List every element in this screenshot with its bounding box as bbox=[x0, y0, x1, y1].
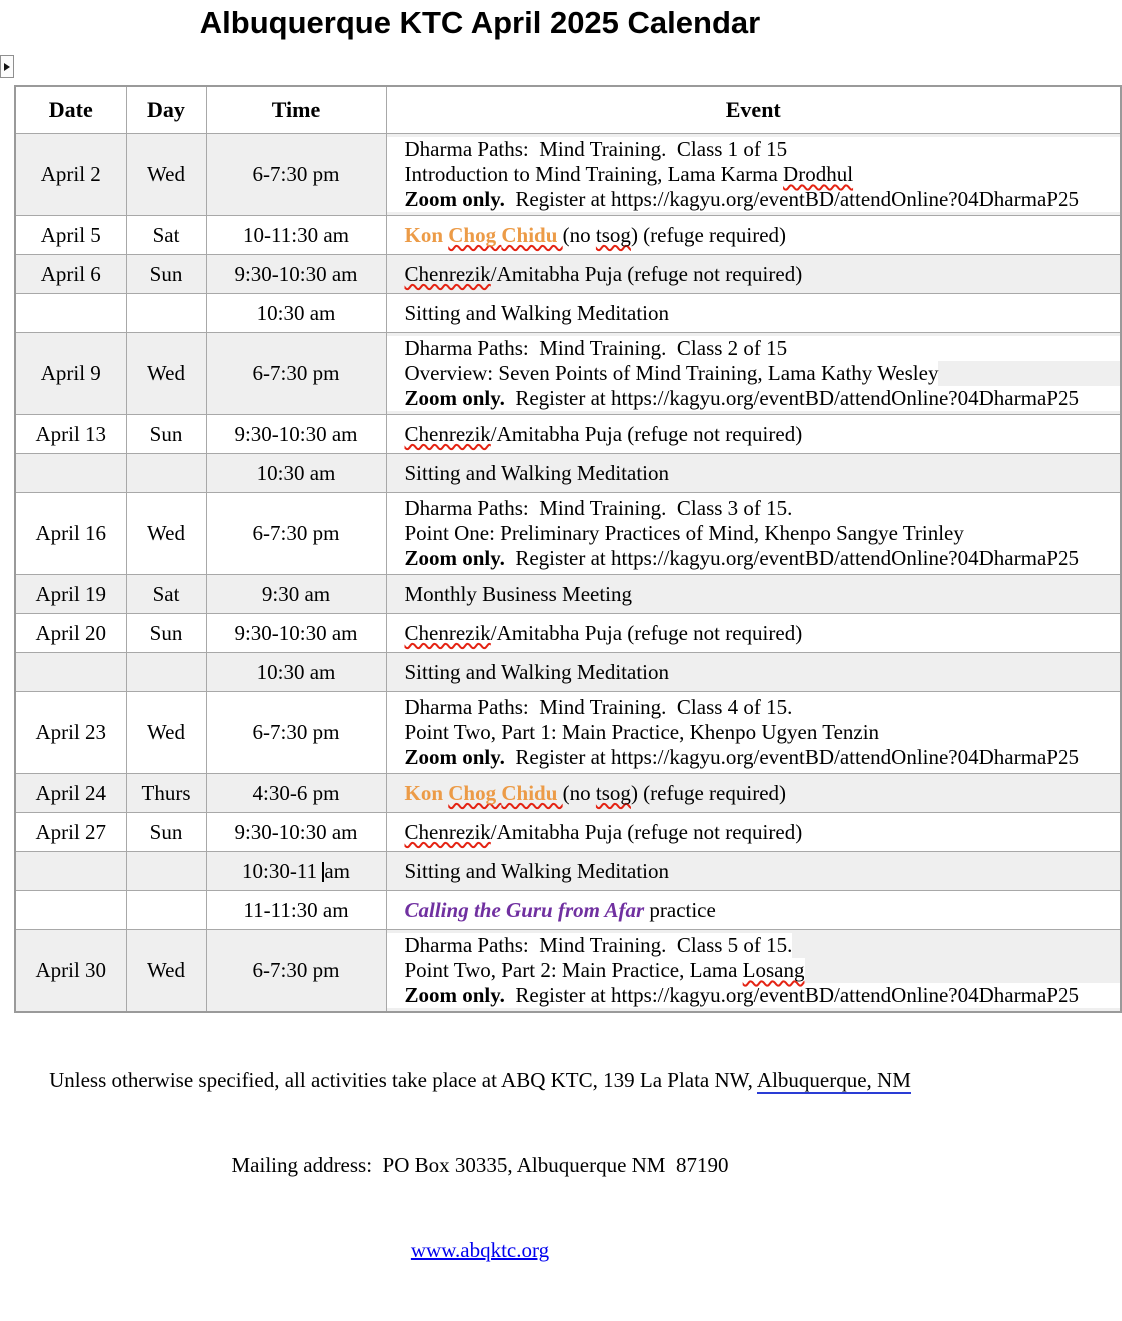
calendar-row bbox=[15, 216, 1121, 255]
date-cell: April 5 bbox=[15, 216, 126, 255]
text-run: Dharma Paths: Mind Training. Class 3 of 15. bbox=[404, 496, 793, 520]
location-note bbox=[0, 1066, 960, 1094]
website-link[interactable]: www.abqktc.org bbox=[410, 1238, 550, 1262]
text-run: practice bbox=[644, 897, 716, 922]
event-line bbox=[387, 621, 1121, 646]
event-line bbox=[387, 386, 1121, 411]
text-run: Sitting and Walking Meditation bbox=[404, 460, 669, 485]
event-cell bbox=[386, 852, 1121, 891]
text-cursor bbox=[322, 862, 324, 882]
event-line bbox=[387, 361, 1121, 386]
day-cell: Sun bbox=[126, 415, 206, 454]
event-line bbox=[387, 720, 1121, 745]
day-cell: Sun bbox=[126, 255, 206, 294]
text-run: Register at https://kagyu.org/eventBD/attendOnline?04DharmaP25 bbox=[504, 983, 1079, 1007]
date-cell: April 6 bbox=[15, 255, 126, 294]
date-cell: April 30 bbox=[15, 930, 126, 1013]
text-run: Register at https://kagyu.org/eventBD/attendOnline?04DharmaP25 bbox=[504, 546, 1079, 570]
date-cell: April 19 bbox=[15, 575, 126, 614]
event-cell bbox=[386, 216, 1121, 255]
text-run: Point One: Preliminary Practices of Mind, Khenpo Sangye Trinley bbox=[404, 521, 964, 545]
event-cell bbox=[386, 493, 1121, 575]
mailing-address: Mailing address: PO Box 30335, Albuquerque NM 87190 bbox=[231, 1153, 729, 1177]
date-cell bbox=[15, 454, 126, 493]
calendar-row bbox=[15, 415, 1121, 454]
event-line bbox=[387, 898, 1121, 923]
event-cell bbox=[386, 575, 1121, 614]
event-line bbox=[387, 660, 1121, 685]
event-line bbox=[387, 820, 1121, 845]
text-run: Dharma Paths: Mind Training. Class 5 of 15. bbox=[404, 933, 793, 957]
event-line bbox=[387, 745, 1121, 770]
text-run: Point Two, Part 2: Main Practice, Lama bbox=[404, 958, 743, 982]
styled-text-run: Chidu bbox=[501, 780, 563, 805]
date-cell: April 20 bbox=[15, 614, 126, 653]
text-run: Introduction to Mind Training, Lama Karma bbox=[404, 162, 784, 186]
event-line bbox=[387, 336, 1121, 361]
day-cell: Wed bbox=[126, 930, 206, 1013]
calendar-row bbox=[15, 692, 1121, 774]
text-run: ) (refuge required) bbox=[630, 222, 787, 247]
text-run: Dharma Paths: Mind Training. Class 1 of 15 bbox=[404, 137, 788, 161]
day-cell: Sat bbox=[126, 575, 206, 614]
text-run: Register at https://kagyu.org/eventBD/attendOnline?04DharmaP25 bbox=[504, 745, 1079, 769]
date-cell: April 24 bbox=[15, 774, 126, 813]
event-line bbox=[387, 422, 1121, 447]
text-run: Point Two, Part 1: Main Practice, Khenpo Ugyen Tenzin bbox=[404, 720, 880, 744]
location-note-text: Unless otherwise specified, all activities take place at ABQ KTC, 139 La Plata NW, bbox=[49, 1068, 757, 1092]
day-cell bbox=[126, 294, 206, 333]
text-run: /Amitabha Puja (refuge not required) bbox=[490, 421, 803, 446]
event-line bbox=[387, 933, 1121, 958]
date-cell bbox=[15, 852, 126, 891]
time-cell: 6-7:30 pm bbox=[206, 930, 386, 1013]
event-cell bbox=[386, 454, 1121, 493]
day-cell bbox=[126, 454, 206, 493]
day-cell bbox=[126, 891, 206, 930]
event-line bbox=[387, 695, 1121, 720]
date-cell: April 16 bbox=[15, 493, 126, 575]
event-cell bbox=[386, 134, 1121, 216]
calendar-row bbox=[15, 614, 1121, 653]
styled-text-run: Chenrezik bbox=[404, 819, 491, 844]
event-line bbox=[387, 162, 1121, 187]
time-cell: 9:30-10:30 am bbox=[206, 415, 386, 454]
time-cell: 9:30-10:30 am bbox=[206, 614, 386, 653]
time-cell: 10:30 am bbox=[206, 653, 386, 692]
styled-text-run: Zoom only. bbox=[404, 745, 505, 769]
highlighted-text bbox=[387, 361, 939, 386]
styled-text-run: Chidu bbox=[501, 222, 563, 247]
text-run: Sitting and Walking Meditation bbox=[404, 300, 669, 325]
column-header-day: Day bbox=[126, 86, 206, 134]
event-cell bbox=[386, 891, 1121, 930]
event-line bbox=[387, 301, 1121, 326]
date-cell: April 27 bbox=[15, 813, 126, 852]
event-line bbox=[387, 781, 1121, 806]
styled-text-run: Chenrezik bbox=[404, 620, 491, 645]
text-run: /Amitabha Puja (refuge not required) bbox=[490, 620, 803, 645]
text-run: (no bbox=[562, 222, 596, 247]
event-line bbox=[387, 187, 1121, 212]
time-cell: 9:30-10:30 am bbox=[206, 255, 386, 294]
styled-text-run: Chog bbox=[448, 222, 502, 247]
styled-text-run: Zoom only. bbox=[404, 386, 505, 410]
text-run: Monthly Business Meeting bbox=[404, 581, 633, 606]
calendar-row bbox=[15, 653, 1121, 692]
day-cell: Wed bbox=[126, 333, 206, 415]
event-line bbox=[387, 983, 1121, 1008]
day-cell bbox=[126, 852, 206, 891]
column-header-time: Time bbox=[206, 86, 386, 134]
event-line bbox=[387, 223, 1121, 248]
calendar-body bbox=[15, 134, 1121, 1013]
styled-text-run: Kon bbox=[404, 780, 449, 805]
calendar-row bbox=[15, 255, 1121, 294]
day-cell: Wed bbox=[126, 692, 206, 774]
event-cell bbox=[386, 333, 1121, 415]
day-cell: Sat bbox=[126, 216, 206, 255]
event-cell bbox=[386, 813, 1121, 852]
highlighted-text bbox=[387, 958, 805, 983]
text-run: Dharma Paths: Mind Training. Class 2 of 15 bbox=[404, 336, 788, 360]
styled-text-run: tsog bbox=[595, 222, 631, 247]
styled-text-run: Calling the Guru from Afar bbox=[404, 897, 645, 922]
time-cell: 6-7:30 pm bbox=[206, 493, 386, 575]
day-cell bbox=[126, 653, 206, 692]
event-cell bbox=[386, 255, 1121, 294]
date-cell: April 9 bbox=[15, 333, 126, 415]
right-triangle-icon bbox=[4, 63, 10, 71]
styled-text-run: Zoom only. bbox=[404, 187, 505, 211]
styled-text-run: tsog bbox=[595, 780, 631, 805]
time-cell: 9:30 am bbox=[206, 575, 386, 614]
event-cell bbox=[386, 294, 1121, 333]
styled-text-run: Zoom only. bbox=[404, 983, 505, 1007]
calendar-row bbox=[15, 813, 1121, 852]
event-line bbox=[387, 859, 1121, 884]
event-cell bbox=[386, 692, 1121, 774]
event-line bbox=[387, 496, 1121, 521]
calendar-row bbox=[15, 930, 1121, 1013]
date-cell: April 13 bbox=[15, 415, 126, 454]
event-line bbox=[387, 461, 1121, 486]
text-run: /Amitabha Puja (refuge not required) bbox=[490, 261, 803, 286]
day-cell: Sun bbox=[126, 813, 206, 852]
date-cell bbox=[15, 891, 126, 930]
day-cell: Thurs bbox=[126, 774, 206, 813]
calendar-row bbox=[15, 493, 1121, 575]
time-cell: 4:30-6 pm bbox=[206, 774, 386, 813]
time-cell: 6-7:30 pm bbox=[206, 134, 386, 216]
calendar-row bbox=[15, 774, 1121, 813]
date-cell bbox=[15, 294, 126, 333]
date-cell: April 23 bbox=[15, 692, 126, 774]
text-run: ) (refuge required) bbox=[630, 780, 787, 805]
text-run: Dharma Paths: Mind Training. Class 4 of 15. bbox=[404, 695, 793, 719]
time-cell: 9:30-10:30 am bbox=[206, 813, 386, 852]
event-cell bbox=[386, 614, 1121, 653]
event-cell bbox=[386, 930, 1121, 1013]
calendar-row bbox=[15, 575, 1121, 614]
albuquerque-link[interactable]: Albuquerque, NM bbox=[756, 1068, 911, 1092]
time-cell: 10:30-11 am bbox=[206, 852, 386, 891]
table-anchor-button[interactable] bbox=[0, 55, 14, 78]
footer bbox=[0, 1010, 960, 1321]
date-cell: April 2 bbox=[15, 134, 126, 216]
calendar-row bbox=[15, 294, 1121, 333]
calendar-row bbox=[15, 852, 1121, 891]
date-cell bbox=[15, 653, 126, 692]
event-line bbox=[387, 582, 1121, 607]
styled-text-run: Drodhul bbox=[783, 162, 854, 186]
time-cell: 6-7:30 pm bbox=[206, 692, 386, 774]
column-header-date: Date bbox=[15, 86, 126, 134]
styled-text-run: Zoom only. bbox=[404, 546, 505, 570]
event-line bbox=[387, 521, 1121, 546]
text-run: (no bbox=[562, 780, 596, 805]
highlighted-text bbox=[387, 933, 793, 958]
styled-text-run: Chog bbox=[448, 780, 502, 805]
time-cell: 11-11:30 am bbox=[206, 891, 386, 930]
event-cell bbox=[386, 653, 1121, 692]
styled-text-run: Kon bbox=[404, 222, 449, 247]
text-run: Overview: Seven Points of Mind Training, Lama Kathy Wesley bbox=[404, 361, 939, 385]
day-cell: Wed bbox=[126, 493, 206, 575]
time-cell: 6-7:30 pm bbox=[206, 333, 386, 415]
text-run: Sitting and Walking Meditation bbox=[404, 659, 669, 684]
text-run: Register at https://kagyu.org/eventBD/attendOnline?04DharmaP25 bbox=[504, 386, 1079, 410]
day-cell: Sun bbox=[126, 614, 206, 653]
event-line bbox=[387, 262, 1121, 287]
calendar-table bbox=[14, 85, 1122, 1013]
text-run: Sitting and Walking Meditation bbox=[404, 858, 669, 883]
page-title: Albuquerque KTC April 2025 Calendar bbox=[199, 5, 761, 40]
event-line bbox=[387, 958, 1121, 983]
event-line bbox=[387, 137, 1121, 162]
time-cell: 10:30 am bbox=[206, 454, 386, 493]
styled-text-run: Chenrezik bbox=[404, 421, 491, 446]
styled-text-run: Losang bbox=[742, 958, 805, 982]
header-row bbox=[15, 86, 1121, 134]
calendar-row bbox=[15, 333, 1121, 415]
event-cell bbox=[386, 774, 1121, 813]
time-cell: 10-11:30 am bbox=[206, 216, 386, 255]
calendar-row bbox=[15, 454, 1121, 493]
day-cell: Wed bbox=[126, 134, 206, 216]
time-cell: 10:30 am bbox=[206, 294, 386, 333]
styled-text-run: Chenrezik bbox=[404, 261, 491, 286]
text-run: /Amitabha Puja (refuge not required) bbox=[490, 819, 803, 844]
calendar-row bbox=[15, 891, 1121, 930]
event-cell bbox=[386, 415, 1121, 454]
text-run: Register at https://kagyu.org/eventBD/attendOnline?04DharmaP25 bbox=[504, 187, 1079, 211]
column-header-event: Event bbox=[386, 86, 1121, 134]
event-line bbox=[387, 546, 1121, 571]
calendar-row bbox=[15, 134, 1121, 216]
